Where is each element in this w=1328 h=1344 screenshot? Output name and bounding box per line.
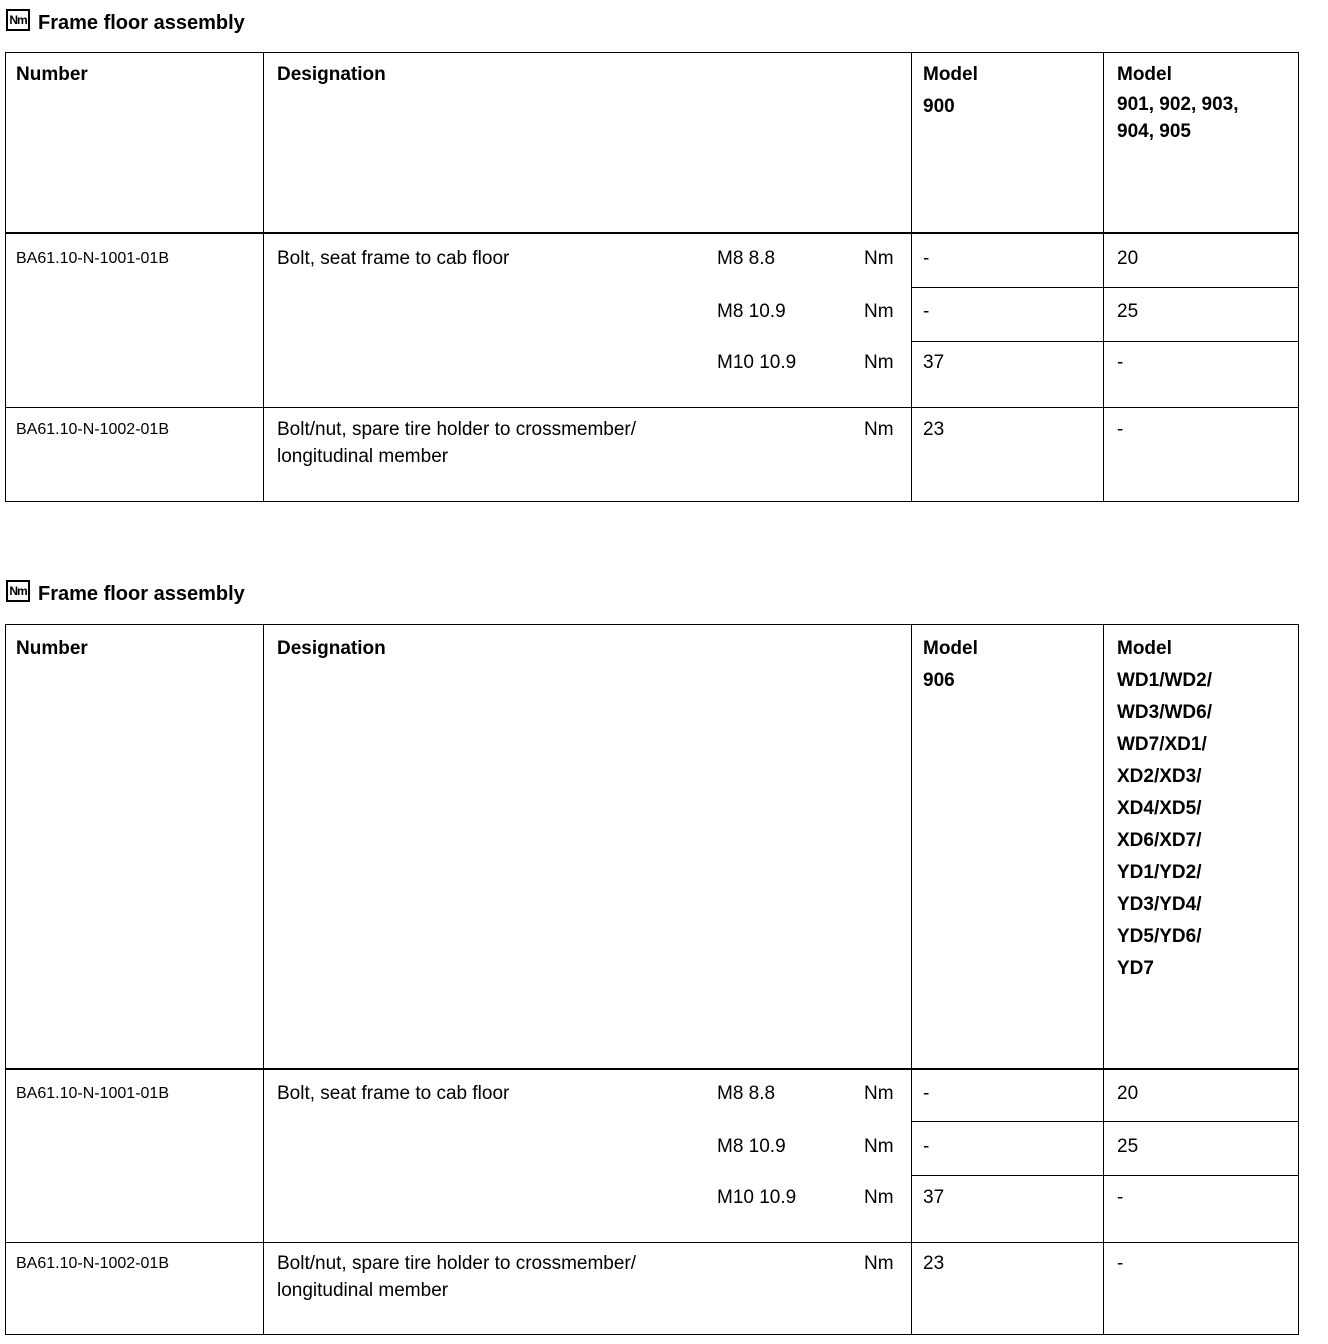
torque-nm-icon: Nm — [6, 9, 30, 31]
model-b-values: 901, 902, 903, 904, 905 — [1117, 94, 1239, 142]
model-b-value: 20 — [1117, 1083, 1139, 1104]
unit: Nm — [864, 352, 894, 373]
part-number: BA61.10-N-1001-01B — [16, 1085, 169, 1102]
column-header-designation: Designation — [277, 638, 386, 659]
bolt-spec: M8 8.8 — [717, 248, 776, 269]
unit: Nm — [864, 1083, 894, 1104]
unit: Nm — [864, 419, 894, 440]
bolt-spec: M10 10.9 — [717, 1187, 797, 1208]
section-title — [6, 8, 245, 38]
model-b-value: - — [1117, 419, 1124, 440]
model-a-value: 23 — [923, 1253, 945, 1274]
model-a-value: 23 — [923, 419, 945, 440]
bolt-spec: M8 10.9 — [717, 301, 786, 322]
section-title-text: Frame floor assembly — [38, 11, 245, 34]
model-a-values: 906 — [923, 670, 955, 691]
torque-nm-icon: Nm — [6, 580, 30, 602]
column-header-designation: Designation — [277, 64, 386, 85]
unit: Nm — [864, 1187, 894, 1208]
bolt-spec: M8 10.9 — [717, 1136, 786, 1157]
section-title — [6, 579, 245, 609]
model-a-value: - — [923, 1136, 930, 1157]
unit: Nm — [864, 1136, 894, 1157]
unit: Nm — [864, 301, 894, 322]
column-header-model-b: Model — [1117, 64, 1172, 85]
model-a-value: - — [923, 301, 930, 322]
model-a-value: 37 — [923, 1187, 945, 1208]
part-number: BA61.10-N-1001-01B — [16, 250, 169, 267]
column-header-model-a: Model — [923, 64, 978, 85]
designation: Bolt/nut, spare tire holder to crossmember/ longitudinal member — [277, 419, 637, 467]
model-b-value: - — [1117, 352, 1124, 373]
designation: Bolt, seat frame to cab floor — [277, 248, 510, 269]
torque-table — [5, 52, 1299, 502]
bolt-spec: M10 10.9 — [717, 352, 797, 373]
model-a-values: 900 — [923, 96, 955, 117]
section-title-text: Frame floor assembly — [38, 582, 245, 605]
model-a-value: - — [923, 1083, 930, 1104]
model-a-value: 37 — [923, 352, 945, 373]
designation: Bolt, seat frame to cab floor — [277, 1083, 510, 1104]
model-b-values: WD1/WD2/ WD3/WD6/ WD7/XD1/ XD2/XD3/ XD4/XD5/ XD6/XD7/ YD1/YD2/ YD3/YD4/ YD5/YD6/ YD7 — [1117, 670, 1212, 979]
model-a-value: - — [923, 248, 930, 269]
unit: Nm — [864, 1253, 894, 1274]
column-header-model-b: Model — [1117, 638, 1172, 659]
bolt-spec: M8 8.8 — [717, 1083, 776, 1104]
model-b-value: - — [1117, 1253, 1124, 1274]
part-number: BA61.10-N-1002-01B — [16, 421, 169, 438]
column-header-number: Number — [16, 638, 88, 659]
model-b-value: 20 — [1117, 248, 1139, 269]
unit: Nm — [864, 248, 894, 269]
torque-table — [5, 624, 1299, 1335]
model-b-value: 25 — [1117, 1136, 1139, 1157]
column-header-number: Number — [16, 64, 88, 85]
part-number: BA61.10-N-1002-01B — [16, 1255, 169, 1272]
column-header-model-a: Model — [923, 638, 978, 659]
designation: Bolt/nut, spare tire holder to crossmember/ longitudinal member — [277, 1253, 637, 1301]
model-b-value: - — [1117, 1187, 1124, 1208]
model-b-value: 25 — [1117, 301, 1139, 322]
